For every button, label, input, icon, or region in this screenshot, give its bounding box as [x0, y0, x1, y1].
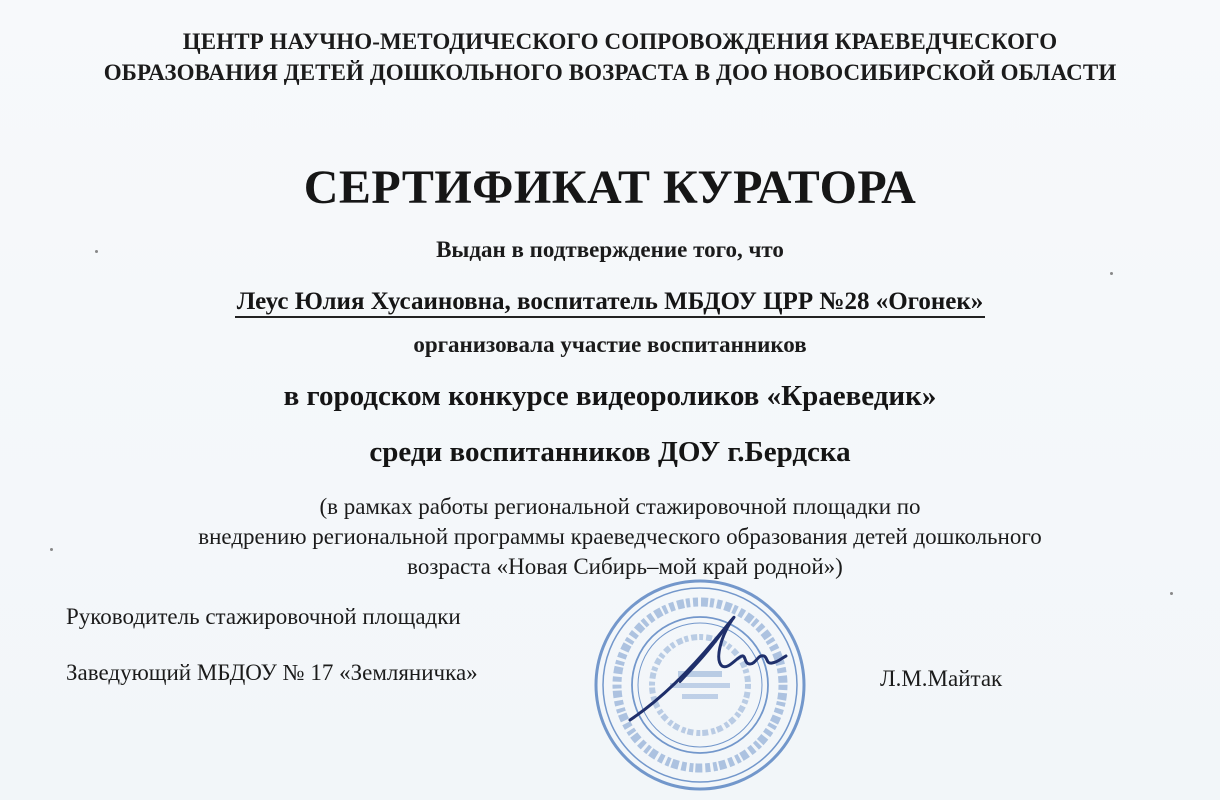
framework-note-line-3: возраста «Новая Сибирь–мой край родной») [407, 554, 843, 579]
audience-statement: среди воспитанников ДОУ г.Бердска [369, 436, 851, 468]
handwritten-signature-icon [620, 600, 790, 730]
organization-header [0, 26, 1220, 88]
issued-statement: Выдан в подтверждение того, что [436, 237, 784, 262]
recipient-name: Леус Юлия Хусаиновна, воспитатель МБДОУ ЦРР №28 «Огонек» [235, 288, 986, 318]
organization-header-line-2: ОБРАЗОВАНИЯ ДЕТЕЙ ДОШКОЛЬНОГО ВОЗРАСТА В ДОО НОВОСИБИРСКОЙ ОБЛАСТИ [103, 60, 1117, 85]
paper-speckle [1170, 592, 1173, 595]
framework-note-line-2: внедрению региональной программы краеведческого образования детей дошкольного [198, 524, 1042, 549]
recipient-line [0, 288, 1220, 316]
framework-note-line-1: (в рамках работы региональной стажировочной площадки по [319, 494, 921, 519]
certificate-title: СЕРТИФИКАТ КУРАТОРА [303, 161, 917, 214]
signature-role-1: Руководитель стажировочной площадки [66, 604, 461, 629]
framework-note [0, 492, 1220, 582]
paper-speckle [50, 548, 53, 551]
paper-speckle [1110, 272, 1113, 275]
contest-name: в городском конкурсе видеороликов «Краеведик» [283, 380, 937, 412]
signature-role-2: Заведующий МБДОУ № 17 «Земляничка» [66, 660, 478, 685]
organization-header-line-1: ЦЕНТР НАУЧНО-МЕТОДИЧЕСКОГО СОПРОВОЖДЕНИЯ КРАЕВЕДЧЕСКОГО [182, 29, 1058, 54]
paper-speckle [95, 250, 98, 253]
action-statement: организовала участие воспитанников [413, 332, 807, 357]
signer-name: Л.М.Майтак [880, 666, 1003, 691]
